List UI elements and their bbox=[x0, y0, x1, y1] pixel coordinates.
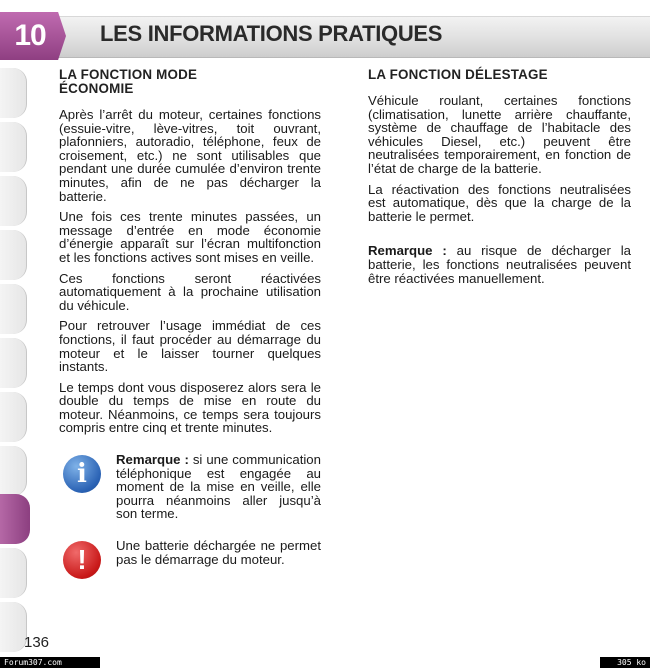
page-title: LES INFORMATIONS PRATIQUES bbox=[100, 21, 443, 46]
section-title-line1: LA FONCTION MODE bbox=[59, 67, 198, 82]
note-label: Remarque : bbox=[368, 243, 447, 259]
left-column bbox=[59, 67, 321, 576]
warning-icon: ! bbox=[63, 541, 101, 579]
side-tab[interactable] bbox=[0, 230, 27, 280]
section-title-delestage: LA FONCTION DÉLESTAGE bbox=[368, 67, 548, 82]
paragraph: Véhicule roulant, certaines fonctions (climatisation, lunette arrière chauffante, système de chauffage de l’habitacle des véhicules Diesel, etc.) peuvent être neutralisées temporairement, en fonction de l’état de charge de la batterie. bbox=[368, 93, 631, 176]
side-tab[interactable] bbox=[0, 176, 27, 226]
chapter-number: 10 bbox=[14, 19, 46, 52]
note-body: au risque de décharger la batterie, les fonctions neutralisées peuvent être réactivées manuellement. bbox=[368, 243, 631, 286]
page-number: 136 bbox=[24, 634, 50, 651]
note-text bbox=[116, 453, 321, 521]
side-tab[interactable] bbox=[0, 548, 27, 598]
side-tab[interactable] bbox=[0, 392, 27, 442]
paragraph: Une fois ces trente minutes passées, un message d’entrée en mode économie d’énergie apparaît sur l’écran multifonction et les fonctions actives sont mises en veille. bbox=[59, 209, 321, 265]
note-label: Remarque : bbox=[116, 452, 189, 468]
paragraph: Pour retrouver l’usage immédiat de ces fonctions, il faut procéder au démarrage du moteur et le laisser tourner quelques instants. bbox=[59, 318, 321, 375]
footer-source-label: Forum307.com bbox=[0, 657, 100, 668]
paragraph: Ces fonctions seront réactivées automatiquement à la prochaine utilisation du véhicule. bbox=[59, 270, 321, 313]
info-icon: i bbox=[63, 455, 101, 493]
footer-size-label: 305 ko bbox=[600, 657, 650, 668]
warning-note bbox=[59, 538, 321, 576]
side-tab[interactable] bbox=[0, 338, 27, 388]
side-tab[interactable] bbox=[0, 284, 27, 334]
right-column bbox=[368, 68, 631, 292]
section-title-line2: ÉCONOMIE bbox=[59, 81, 134, 96]
info-note bbox=[59, 453, 321, 521]
side-tab[interactable] bbox=[0, 446, 27, 496]
warning-text: Une batterie déchargée ne permet pas le démarrage du moteur. bbox=[116, 538, 321, 567]
paragraph: La réactivation des fonctions neutralisées est automatique, dès que la charge de la batterie le permet. bbox=[368, 181, 631, 224]
side-tab[interactable] bbox=[0, 68, 27, 118]
side-tab-active[interactable] bbox=[0, 494, 30, 544]
note-body: si une communication téléphonique est engagée au moment de la mise en veille, elle pourra néanmoins aller jusqu’à son terme. bbox=[116, 452, 321, 522]
paragraph: Le temps dont vous disposerez alors sera le double du temps de mise en route du moteur. Néanmoins, ce temps sera toujours compris entre cinq et trente minutes. bbox=[59, 379, 321, 436]
paragraph: Après l’arrêt du moteur, certaines fonctions (essuie-vitre, lève-vitres, toit ouvrant, plafonniers, autoradio, téléphone, feux de croisement, etc.) ne sont utilisables que pendant une durée cumulée d’environ trente minutes, afin de ne pas décharger la batterie. bbox=[59, 107, 321, 204]
section-title-mode-economie bbox=[59, 68, 321, 96]
side-tab[interactable] bbox=[0, 122, 27, 172]
note-text bbox=[368, 244, 631, 285]
side-tab[interactable] bbox=[0, 602, 27, 652]
